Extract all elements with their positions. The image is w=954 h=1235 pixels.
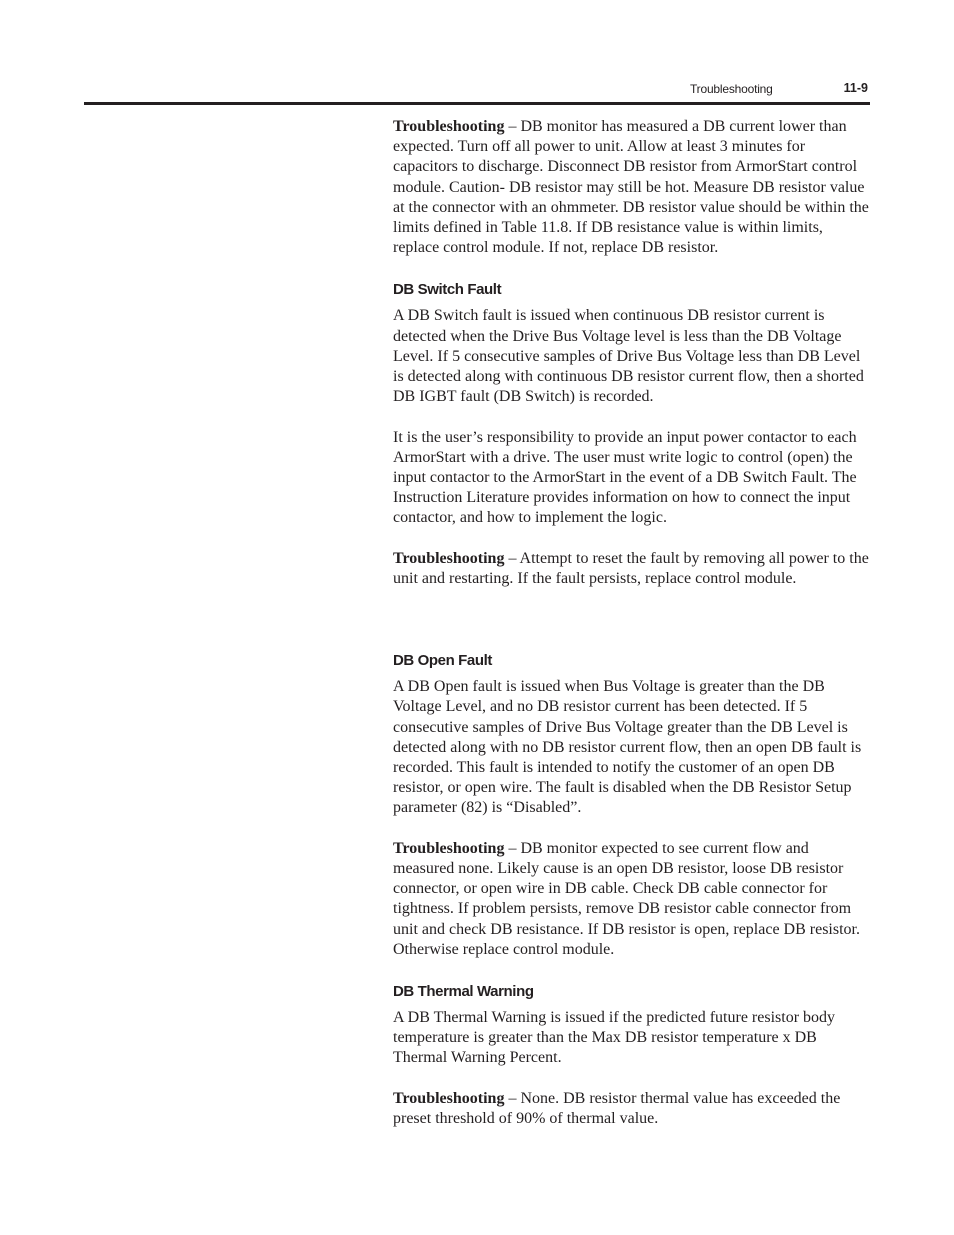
paragraph-db-open-fault-desc: A DB Open fault is issued when Bus Voltage is greater than the DB Voltage Level, and no DB resistor current has been detected. If 5 consecutive samples of Drive Bus Voltage greater than the DB Level is detected along with no DB resistor current flow, then an open DB fault is recorded. This fault is intended to notify the customer of an open DB resistor, or open wire. The fault is disabled when the DB Resistor Setup parameter (82) is “Disabled”. (393, 678, 862, 817)
troubleshooting-label: Troubleshooting (393, 839, 505, 857)
troubleshooting-label: Troubleshooting (393, 1089, 505, 1107)
heading-db-thermal-warning: DB Thermal Warning (393, 983, 534, 1001)
troubleshooting-paragraph-switch (393, 549, 871, 589)
paragraph-db-switch-fault-desc: A DB Switch fault is issued when continuous DB resistor current is detected when the Drive Bus Voltage level is less than the DB Voltage Level. If 5 consecutive samples of Drive Bus Voltage less than DB Level is detected along with continuous DB resistor current flow, then a shorted DB IGBT fault (DB Switch) is recorded. (393, 307, 864, 406)
troubleshooting-paragraph-open (393, 839, 871, 960)
header-section-title: Troubleshooting (690, 82, 773, 96)
troubleshooting-text: – None. DB resistor thermal value has exceeded the preset threshold of 90% of thermal value. (393, 1089, 841, 1128)
heading-db-switch-fault: DB Switch Fault (393, 281, 502, 299)
troubleshooting-label: Troubleshooting (393, 549, 505, 567)
main-content (393, 117, 871, 1129)
troubleshooting-text: – DB monitor expected to see current flow and measured none. Likely cause is an open DB resistor, loose DB resistor connector, or open wire in DB cable. Check DB cable connector for tightness. If problem persists, remove DB resistor cable connector from unit and check DB resistance. If DB resistor is open, replace DB resistor. Otherwise replace control module. (393, 839, 860, 958)
paragraph-db-thermal-warning-desc: A DB Thermal Warning is issued if the predicted future resistor body temperature is greater than the Max DB resistor temperature x DB Thermal Warning Percent. (393, 1009, 836, 1067)
troubleshooting-paragraph-db-current (393, 117, 871, 258)
troubleshooting-text: – DB monitor has measured a DB current lower than expected. Turn off all power to unit. Allow at least 3 minutes for capacitors to discharge. Disconnect DB resistor from ArmorStart control module. Caution- DB resistor may still be hot. Measure DB resistor value at the connector with an ohmmeter. DB resistor value should be within the limits defined in Table 11.8. If DB resistance value is within limits, replace control module. If not, replace DB resistor. (393, 118, 869, 257)
troubleshooting-paragraph-thermal (393, 1089, 871, 1129)
troubleshooting-text: – Attempt to reset the fault by removing all power to the unit and restarting. If the fault persists, replace control module. (393, 549, 869, 588)
troubleshooting-label: Troubleshooting (393, 118, 505, 135)
page-header (84, 80, 870, 98)
heading-db-open-fault: DB Open Fault (393, 652, 492, 670)
header-page-number: 11-9 (843, 81, 868, 95)
paragraph-input-contactor: It is the user’s responsibility to provide an input power contactor to each ArmorStart with a drive. The user must write logic to control (open) the input contactor to the ArmorStart in the event of a DB Switch Fault. The Instruction Literature provides information on how to connect the input contactor, and how to implement the logic. (393, 428, 857, 527)
header-rule (84, 102, 870, 105)
